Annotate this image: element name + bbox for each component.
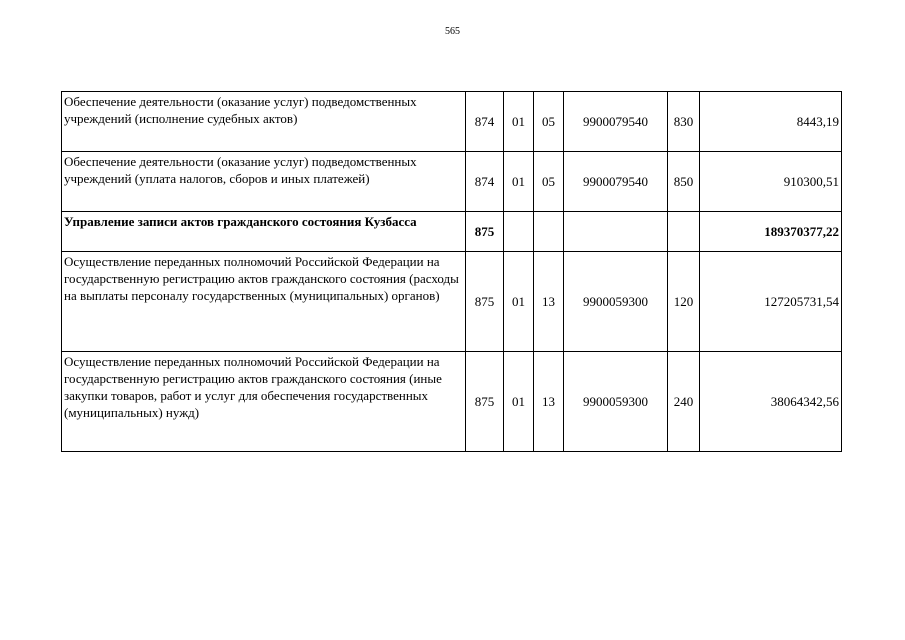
subsection-code: 13 — [534, 352, 564, 452]
row-name: Осуществление переданных полномочий Российской Федерации на государственную регистрацию актов гражданского состояния (иные закупки товаров, работ и услуг для обеспечения государственных (муниципальных) нужд) — [62, 352, 466, 452]
target-article-code: 9900059300 — [564, 252, 668, 352]
section-code: 01 — [504, 252, 534, 352]
subsection-code: 13 — [534, 252, 564, 352]
budget-table — [61, 91, 842, 452]
subsection-code — [534, 212, 564, 252]
target-article-code: 9900059300 — [564, 352, 668, 452]
expense-type-code: 120 — [668, 252, 700, 352]
table-row-department — [62, 212, 842, 252]
subsection-code: 05 — [534, 152, 564, 212]
row-name: Обеспечение деятельности (оказание услуг) подведомственных учреждений (исполнение судебных актов) — [62, 92, 466, 152]
target-article-code — [564, 212, 668, 252]
section-code: 01 — [504, 92, 534, 152]
amount: 189370377,22 — [700, 212, 842, 252]
expense-type-code: 240 — [668, 352, 700, 452]
section-code: 01 — [504, 352, 534, 452]
section-code: 01 — [504, 152, 534, 212]
page-number: 565 — [445, 26, 460, 37]
subsection-code: 05 — [534, 92, 564, 152]
grbs-code: 875 — [466, 212, 504, 252]
amount: 127205731,54 — [700, 252, 842, 352]
grbs-code: 874 — [466, 152, 504, 212]
amount: 910300,51 — [700, 152, 842, 212]
table-row — [62, 152, 842, 212]
table-row — [62, 92, 842, 152]
expense-type-code — [668, 212, 700, 252]
amount: 8443,19 — [700, 92, 842, 152]
grbs-code: 875 — [466, 352, 504, 452]
grbs-code: 874 — [466, 92, 504, 152]
table-row — [62, 252, 842, 352]
section-code — [504, 212, 534, 252]
expense-type-code: 830 — [668, 92, 700, 152]
grbs-code: 875 — [466, 252, 504, 352]
expense-type-code: 850 — [668, 152, 700, 212]
row-name: Обеспечение деятельности (оказание услуг) подведомственных учреждений (уплата налогов, сборов и иных платежей) — [62, 152, 466, 212]
table-row — [62, 352, 842, 452]
target-article-code: 9900079540 — [564, 92, 668, 152]
amount: 38064342,56 — [700, 352, 842, 452]
row-name: Управление записи актов гражданского состояния Кузбасса — [62, 212, 466, 252]
target-article-code: 9900079540 — [564, 152, 668, 212]
row-name: Осуществление переданных полномочий Российской Федерации на государственную регистрацию актов гражданского состояния (расходы на выплаты персоналу государственных (муниципальных) органов) — [62, 252, 466, 352]
